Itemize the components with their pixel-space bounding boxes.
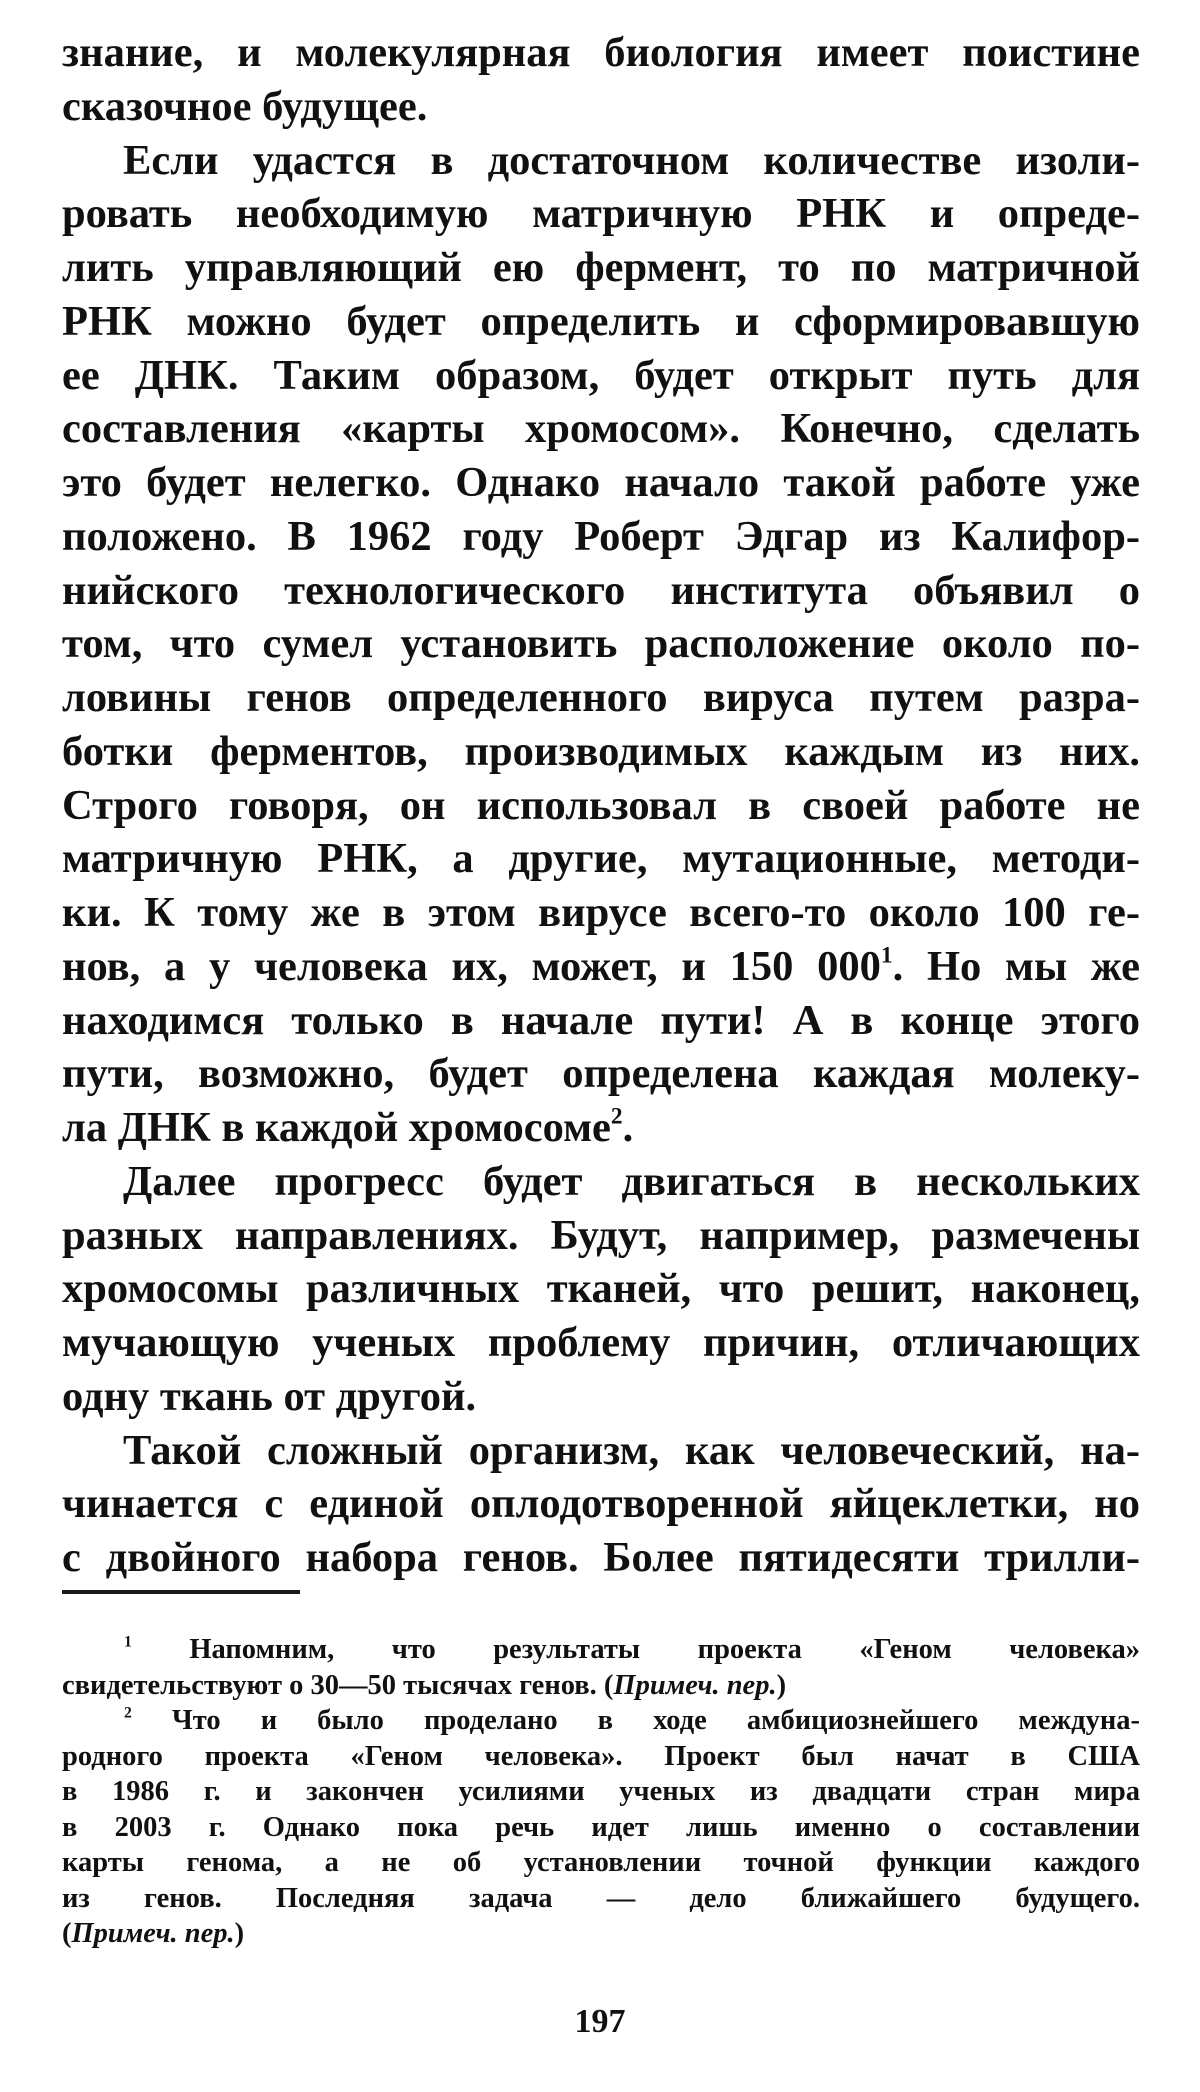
text-run: лить управляющий ею фермент, то по матричной [62,244,1140,291]
text-line [62,1531,1140,1585]
footnote-line [62,1739,1140,1775]
footnote-line [62,1632,1140,1668]
text-run: ) [776,1669,787,1701]
text-line [62,402,1140,456]
text-line [62,617,1140,671]
text-line [62,725,1140,779]
text-line [62,1262,1140,1316]
text-run: карты генома, а не об установлении точной функции каждого [62,1847,1140,1878]
text-run: с двойного набора генов. Более пятидесяти трилли- [62,1534,1140,1581]
text-run: ботки ферментов, производимых каждым из них. [62,727,1140,775]
text-run: Строго говоря, он использовал в своей работе не [62,781,1140,829]
text-line [62,940,1140,994]
text-line [62,779,1140,833]
footnote-line [62,1845,1140,1881]
text-run: Что и было проделано в ходе амбициознейшего междуна- [131,1705,1140,1736]
text-run: положено. В 1962 году Роберт Эдгар из Калифор- [62,512,1140,560]
text-run: РНК можно будет определить и сформировавшую [62,297,1140,345]
text-line [62,832,1140,886]
text-run: ки. К тому же в этом вирусе всего-то около 100 ге- [62,889,1140,936]
footnote-line [62,1916,1140,1952]
footnote-marker: 2 [124,1704,132,1722]
text-run: ровать необходимую матричную РНК и опреде- [62,190,1140,238]
footnote-ref: 2 [610,1103,623,1130]
text-run: . Но мы же [892,942,1141,990]
text-line [62,671,1140,725]
text-run: ее ДНК. Таким образом, будет открыт путь для [62,351,1140,399]
text-run: нов, а у человека их, может, и 150 000 [62,942,881,990]
text-run: из генов. Последняя задача — дело ближайшего будущего. [62,1882,1140,1914]
footnote-line [62,1703,1140,1739]
footnotes [62,1632,1140,1952]
text-run: том, что сумел установить расположение около по- [62,620,1140,668]
footnote-line [62,1668,1140,1704]
footnote-separator [62,1590,300,1594]
text-run: ла ДНК в каждой хромосоме [62,1104,611,1151]
text-run: матричную РНК, а другие, мутационные, методи- [62,835,1140,883]
translator-note: Примеч. пер. [71,1918,235,1949]
text-line [62,886,1140,940]
text-run: хромосомы различных тканей, что решит, наконец, [62,1265,1140,1313]
footnote-marker: 1 [124,1633,132,1651]
text-line [62,564,1140,618]
text-run: это будет нелегко. Однако начало такой работе уже [62,459,1140,506]
translator-note: Примеч. пер. [613,1669,777,1701]
text-run: ) [234,1918,245,1949]
text-run: сказочное будущее. [62,82,428,130]
text-run: нийского технологического института объявил о [62,566,1140,614]
text-line [62,187,1140,241]
text-line [62,510,1140,564]
text-line [62,241,1140,295]
text-line [62,456,1140,510]
footnote-ref: 1 [880,942,893,969]
page-number: 197 [574,2003,626,2040]
text-run: Если удастся в достаточном количестве изоли- [123,136,1140,184]
main-text [62,26,1140,1585]
footnote-line [62,1810,1140,1846]
text-run: одну ткань от другой. [62,1372,477,1420]
text-run: мучающую ученых проблему причин, отличающих [62,1319,1140,1366]
text-run: разных направлениях. Будут, например, размечены [62,1211,1140,1259]
text-run: в 2003 г. Однако пока речь идет лишь именно о составлении [62,1811,1140,1843]
text-line [62,1477,1140,1531]
text-line [62,994,1140,1048]
text-line [62,1047,1140,1101]
text-run: . [622,1104,634,1151]
text-run: пути, возможно, будет определена каждая молеку- [62,1050,1140,1098]
text-run: Напомним, что результаты проекта «Геном человека» [131,1634,1140,1665]
text-line [62,1155,1140,1209]
text-line [62,134,1140,188]
text-line [62,26,1140,80]
text-run: в 1986 г. и закончен усилиями ученых из двадцати стран мира [62,1776,1140,1807]
text-run: ловины генов определенного вируса путем разра- [62,674,1140,721]
text-line [62,295,1140,349]
text-run: родного проекта «Геном человека». Проект был начат в США [62,1740,1140,1772]
text-run: Такой сложный организм, как человеческий, на- [123,1426,1140,1474]
text-line [62,1316,1140,1370]
text-run: Далее прогресс будет двигаться в нескольких [123,1157,1140,1205]
footnote-line [62,1774,1140,1810]
text-run: составления «карты хромосом». Конечно, сделать [62,405,1140,453]
text-line [62,1424,1140,1478]
text-run: ( [62,1918,72,1949]
text-line [62,1101,1140,1155]
footnote-line [62,1881,1140,1917]
text-run: знание, и молекулярная биология имеет поистине [62,29,1140,76]
text-run: находимся только в начале пути! А в конце этого [62,996,1140,1044]
text-line [62,349,1140,403]
text-line [62,80,1140,134]
text-run: свидетельствуют о 30—50 тысячах генов. ( [62,1669,614,1701]
text-line [62,1209,1140,1263]
text-line [62,1370,1140,1424]
text-run: чинается с единой оплодотворенной яйцеклетки, но [62,1480,1140,1528]
